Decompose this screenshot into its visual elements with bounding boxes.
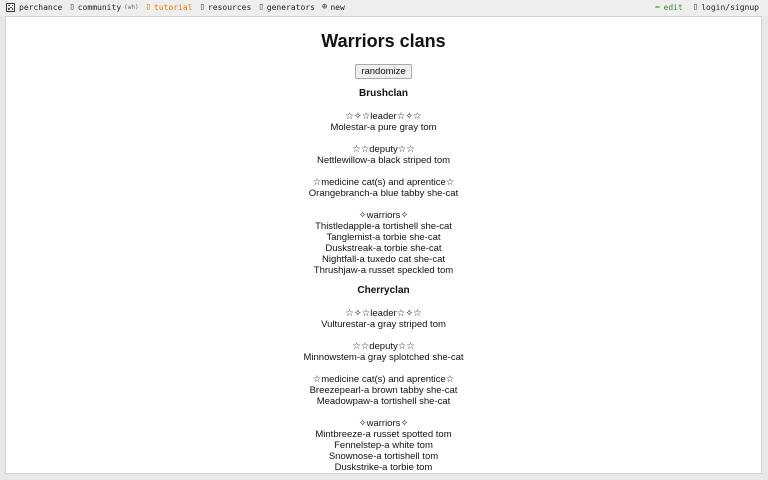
medicine-heading: ☆medicine cat(s) and aprentice☆	[312, 177, 455, 188]
nav-tutorial[interactable]	[146, 2, 193, 12]
nav-right-group	[645, 2, 759, 12]
clan-name: Cherryclan	[357, 285, 410, 296]
medicine-entry: Orangebranch-a blue tabby she-cat	[308, 188, 459, 199]
nav-edit[interactable]	[655, 2, 683, 12]
warrior-entry: Nightfall-a tuxedo cat she-cat	[321, 254, 446, 265]
warrior-entry: Tanglemist-a torbie she-cat	[326, 232, 441, 243]
login-icon: ▯	[692, 2, 699, 12]
medicine-heading: ☆medicine cat(s) and aprentice☆	[312, 374, 455, 385]
deputy-entry: Minnowstem-a gray splotched she-cat	[303, 352, 464, 363]
medicine-entry: Breezepearl-a brown tabby she-cat	[309, 385, 458, 396]
generator-output-panel	[5, 16, 762, 474]
nav-new[interactable]	[322, 2, 345, 12]
resources-icon: ▯	[199, 2, 205, 12]
warrior-entry: Fennelstep-a white tom	[334, 440, 433, 451]
nav-resources[interactable]	[200, 2, 252, 12]
nav-generators[interactable]	[258, 2, 315, 12]
nav-left-group	[6, 2, 352, 12]
nav-community[interactable]	[69, 2, 138, 12]
deputy-entry: Nettlewillow-a black striped tom	[316, 155, 451, 166]
warrior-entry: Snownose-a tortishell tom	[328, 451, 439, 462]
leader-entry: Vulturestar-a gray striped tom	[321, 319, 446, 330]
warrior-entry: Duskstreak-a torbie she-cat	[325, 243, 442, 254]
community-icon: ▯	[69, 2, 75, 12]
warrior-entry: Thistledapple-a tortishell she-cat	[315, 221, 452, 232]
leader-entry: Molestar-a pure gray tom	[330, 122, 437, 133]
nav-tutorial-label: tutorial	[154, 2, 193, 12]
leader-heading: ☆✧☆leader☆✧☆	[345, 111, 422, 122]
nav-login-label: login/signup	[701, 2, 759, 12]
nav-generators-label: generators	[266, 2, 315, 12]
warrior-entry: Duskstrike-a torbie tom	[334, 462, 433, 473]
deputy-heading: ☆☆deputy☆☆	[352, 341, 415, 352]
generator-content	[6, 30, 761, 473]
nav-perchance[interactable]	[6, 3, 62, 12]
nav-community-sub: (wh)	[124, 3, 139, 11]
nav-edit-label: edit	[663, 2, 683, 12]
clan-name: Brushclan	[359, 88, 408, 99]
randomize-button[interactable]: randomize	[355, 64, 411, 79]
generators-icon: ▯	[258, 2, 264, 12]
deputy-heading: ☆☆deputy☆☆	[352, 144, 415, 155]
nav-community-label: community	[77, 2, 122, 12]
dice-icon	[6, 3, 15, 12]
nav-new-label: new	[330, 2, 345, 12]
nav-perchance-label: perchance	[19, 2, 63, 12]
top-nav-bar	[0, 0, 768, 16]
plus-circle-icon: ⊕	[321, 2, 328, 12]
page-title: Warriors clans	[321, 31, 446, 51]
leader-heading: ☆✧☆leader☆✧☆	[345, 308, 422, 319]
medicine-entry: Meadowpaw-a tortishell she-cat	[316, 396, 451, 407]
warrior-entry: Thrushjaw-a russet speckled tom	[313, 265, 454, 276]
nav-resources-label: resources	[207, 2, 252, 12]
warrior-entry: Mintbreeze-a russet spotted tom	[315, 429, 452, 440]
tutorial-icon: ▯	[145, 2, 152, 12]
pencil-icon: ✏	[655, 2, 661, 12]
warriors-heading: ✧warriors✧	[358, 418, 409, 429]
warriors-heading: ✧warriors✧	[358, 210, 409, 221]
nav-login[interactable]	[693, 2, 759, 12]
